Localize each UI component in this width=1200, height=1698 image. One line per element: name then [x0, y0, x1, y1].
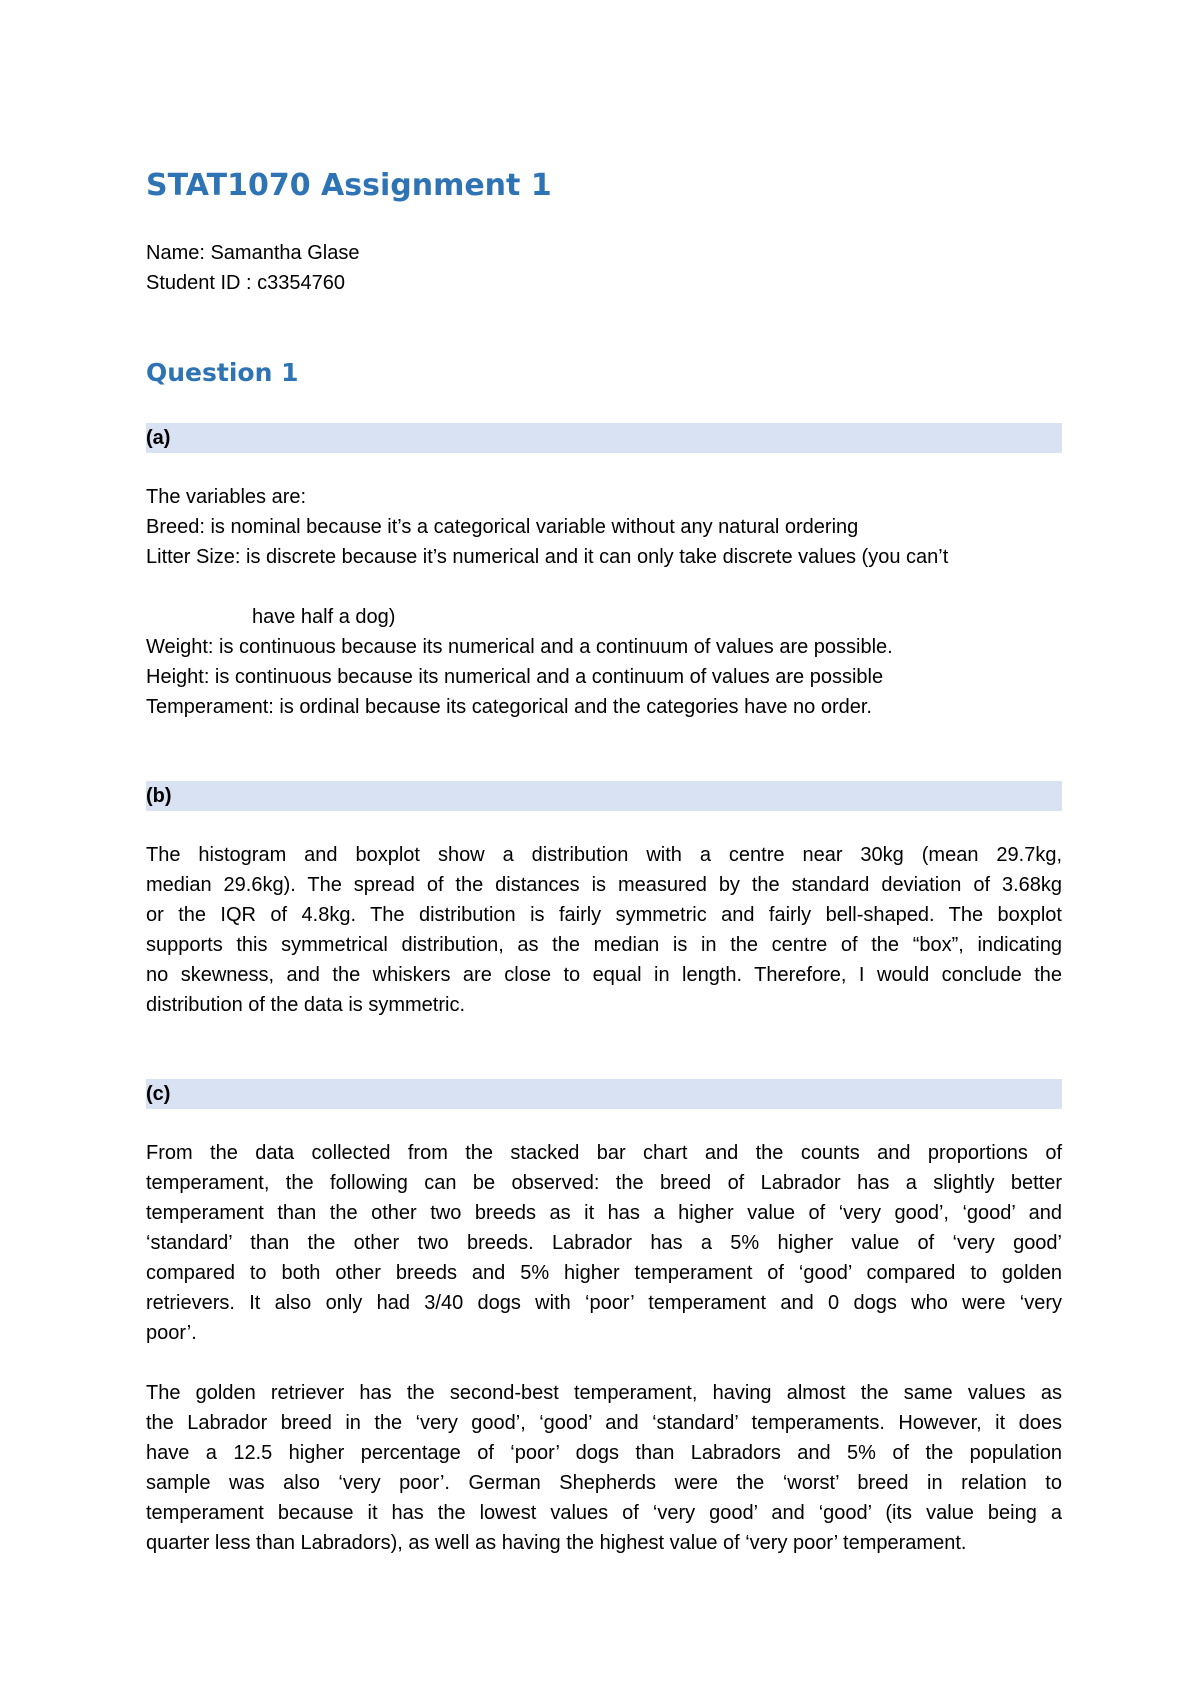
- student-name: Name: Samantha Glase: [146, 242, 360, 264]
- answer-line: have half a dog): [252, 606, 396, 628]
- answer-line: compared to both other breeds and 5% higher temperament of ‘good’ compared to golden: [146, 1262, 1062, 1284]
- part-b-answer: [146, 840, 1062, 1020]
- part-c-answer-paragraph-2: [146, 1378, 1062, 1558]
- part-c-answer-paragraph-1: [146, 1138, 1062, 1348]
- answer-line: poor’.: [146, 1322, 197, 1344]
- answer-line: Height: is continuous because its numerical and a continuum of values are possible: [146, 666, 884, 688]
- part-b-heading-bar: [146, 781, 1062, 811]
- answer-line: The golden retriever has the second-best temperament, having almost the same values as: [146, 1382, 1062, 1404]
- part-a-label: (a): [146, 427, 171, 449]
- answer-line: no skewness, and the whiskers are close to equal in length. Therefore, I would conclude the: [146, 964, 1062, 986]
- part-c-label: (c): [146, 1083, 171, 1105]
- answer-line: The variables are:: [146, 486, 307, 508]
- answer-line: retrievers. It also only had 3/40 dogs with ‘poor’ temperament and 0 dogs who were ‘very: [146, 1292, 1062, 1314]
- student-id: Student ID : c3354760: [146, 272, 346, 294]
- answer-line: have a 12.5 higher percentage of ‘poor’ dogs than Labradors and 5% of the population: [146, 1442, 1062, 1464]
- answer-line: quarter less than Labradors), as well as having the highest value of ‘very poor’ temperament.: [146, 1532, 967, 1554]
- answer-line: From the data collected from the stacked bar chart and the counts and proportions of: [146, 1142, 1062, 1164]
- document-title: STAT1070 Assignment 1: [146, 168, 552, 203]
- answer-line: or the IQR of 4.8kg. The distribution is fairly symmetric and fairly bell-shaped. The boxplot: [146, 904, 1062, 926]
- answer-line: Litter Size: is discrete because it’s numerical and it can only take discrete values (you can’t: [146, 546, 949, 568]
- answer-line: temperament than the other two breeds as it has a higher value of ‘very good’, ‘good’ and: [146, 1202, 1062, 1224]
- answer-line: temperament, the following can be observed: the breed of Labrador has a slightly better: [146, 1172, 1062, 1194]
- question-heading: Question 1: [146, 358, 299, 387]
- answer-line: distribution of the data is symmetric.: [146, 994, 466, 1016]
- part-b-label: (b): [146, 785, 172, 807]
- answer-line: Breed: is nominal because it’s a categorical variable without any natural ordering: [146, 516, 859, 538]
- answer-line: supports this symmetrical distribution, as the median is in the centre of the “box”, indicating: [146, 934, 1062, 956]
- part-a-answer: [146, 482, 1062, 722]
- part-c-heading-bar: [146, 1079, 1062, 1109]
- answer-line: sample was also ‘very poor’. German Shepherds were the ‘worst’ breed in relation to: [146, 1472, 1062, 1494]
- part-a-heading-bar: [146, 423, 1062, 453]
- answer-line: The histogram and boxplot show a distribution with a centre near 30kg (mean 29.7kg,: [146, 844, 1062, 866]
- answer-line: Temperament: is ordinal because its categorical and the categories have no order.: [146, 696, 872, 718]
- answer-line: temperament because it has the lowest values of ‘very good’ and ‘good’ (its value being a: [146, 1502, 1062, 1524]
- answer-line: median 29.6kg). The spread of the distances is measured by the standard deviation of 3.68kg: [146, 874, 1062, 896]
- answer-line: Weight: is continuous because its numerical and a continuum of values are possible.: [146, 636, 893, 658]
- answer-line: ‘standard’ than the other two breeds. Labrador has a 5% higher value of ‘very good’: [146, 1232, 1062, 1254]
- answer-line: the Labrador breed in the ‘very good’, ‘good’ and ‘standard’ temperaments. However, it does: [146, 1412, 1062, 1434]
- student-details: [146, 238, 359, 298]
